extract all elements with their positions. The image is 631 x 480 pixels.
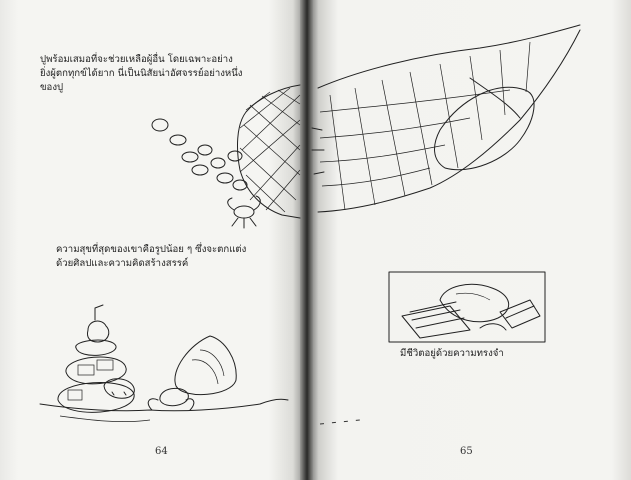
left-caption (56, 243, 246, 271)
page-number-right: 65 (460, 446, 473, 457)
dashed-line (320, 420, 360, 424)
page-number-left: 64 (155, 446, 168, 457)
fishing-net-drawing (312, 25, 580, 212)
paragraph-line: ยิ่งผู้ตกทุกข์ได้ยาก นี่เป็นนิสัยน่าอัศจรรย์อย่างหนึ่ง (40, 68, 243, 79)
paragraph-line: ของปู (40, 82, 64, 93)
caption-line: ความสุขที่สุดของเขาคือรูปน้อย ๆ ซึ่งจะตกแต่ง (56, 244, 247, 255)
fish-in-net-drawing (152, 85, 300, 228)
paragraph-line: ปูพร้อมเสมอที่จะช่วยเหลือผู้อื่น โดยเฉพาะอย่าง (40, 54, 233, 65)
crab-memories-drawing (389, 272, 545, 342)
left-paragraph (40, 53, 242, 95)
caption-line: ด้วยศิลปและความคิดสร้างสรรค์ (56, 258, 189, 269)
hermit-crabs-shells-drawing (40, 305, 288, 422)
right-caption: มีชีวิตอยู่ด้วยความทรงจำ (400, 348, 504, 359)
